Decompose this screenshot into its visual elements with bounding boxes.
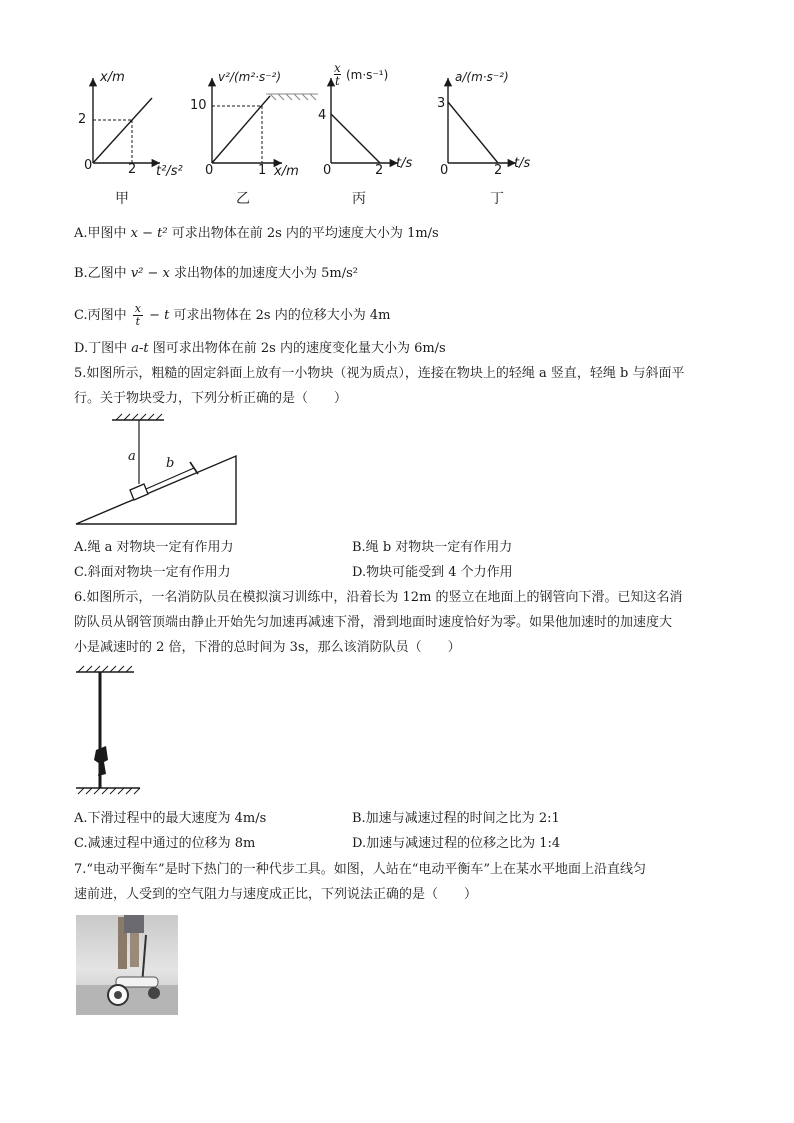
block [130, 484, 148, 500]
graph-yi-name: 乙 [236, 191, 250, 207]
q5-stem-line1: 5.如图所示，粗糙的固定斜面上放有一小物块（视为质点），连接在物块上的轻绳 a 竖直，轻绳 b 与斜面平 [74, 366, 685, 381]
fraction-x-over-t: $\frac{x}{t}$ [134, 302, 141, 328]
graph-yi-line [212, 96, 270, 163]
q5-stem-line2: 行。关于物块受力，下列分析正确的是（ ） [74, 391, 348, 406]
q6-pole-figure [70, 662, 150, 798]
graph-jia-name: 甲 [115, 191, 129, 207]
graph-jia-line [93, 98, 152, 163]
q7-stem-line1: 7.“电动平衡车”是时下热门的一种代步工具。如图，人站在“电动平衡车”上在某水平地面上沿直线匀 [74, 862, 646, 877]
graph-bing-name: 丙 [352, 191, 366, 207]
q4-option-c: C.丙图中 $\frac{x}{t}$ − t 可求出物体在 2s 内的位移大小为 4m [74, 302, 391, 328]
q5-label-a: a [128, 449, 136, 464]
q6-stem-line1: 6.如图所示，一名消防队员在模拟演习训练中，沿着长为 12m 的竖立在地面上的钢管向下滑。已知这名消 [74, 590, 683, 605]
q4-option-d: D.丁图中 a-t 图可求出物体在前 2s 内的速度变化量大小为 6m/s [74, 341, 446, 356]
graph-jia-ylabel: x/m [100, 70, 125, 85]
q6-option-d: D.加速与减速过程的位移之比为 1:4 [352, 836, 561, 851]
q4-option-a: A.甲图中 x − t² 可求出物体在前 2s 内的平均速度大小为 1m/s [74, 226, 439, 241]
q6-option-a: A.下滑过程中的最大速度为 4m/s [74, 811, 267, 826]
q5-option-a: A.绳 a 对物块一定有作用力 [74, 540, 234, 555]
graph-bing-xtick: 2 [375, 163, 384, 178]
graph-ding [448, 78, 516, 163]
q6-option-b: B.加速与减速过程的时间之比为 2:1 [352, 811, 560, 826]
graph-jia-xtick: 2 [128, 162, 137, 177]
graph-yi [212, 78, 318, 163]
graph-yi-ytick: 10 [190, 98, 207, 113]
graph-ding-xlabel: t/s [514, 156, 531, 171]
graph-ding-line [448, 102, 498, 163]
graph-ding-name: 丁 [490, 191, 504, 207]
q5-option-d: D.物块可能受到 4 个力作用 [352, 565, 513, 580]
graph-bing-ytick: 4 [318, 108, 327, 123]
graph-bing-line [331, 114, 380, 163]
q4-option-b: B.乙图中 v² − x 求出物体的加速度大小为 5m/s² [74, 266, 359, 281]
graph-bing-ylabel: x t [334, 61, 341, 88]
graph-jia [93, 78, 160, 163]
q5-label-b: b [166, 456, 175, 471]
rope-b [146, 468, 194, 489]
graph-yi-xlabel: x/m [274, 164, 299, 179]
graph-jia-ytick: 2 [78, 112, 87, 127]
q6-stem-line2: 防队员从钢管顶端由静止开始先匀加速再减速下滑，滑到地面时速度恰好为零。如果他加速时的加速度大 [74, 615, 673, 630]
balance-scooter-photo [76, 915, 178, 1015]
q5-option-b: B.绳 b 对物块一定有作用力 [352, 540, 513, 555]
graph-bing-yunit: (m·s⁻¹) [346, 68, 389, 82]
graph-bing-xlabel: t/s [396, 156, 413, 171]
incline [76, 456, 236, 524]
q7-stem-line2: 速前进，人受到的空气阻力与速度成正比，下列说法正确的是（ ） [74, 887, 478, 902]
graph-yi-origin: 0 [205, 163, 214, 178]
graph-yi-ylabel: v²/(m²·s⁻²) [218, 70, 282, 84]
graph-jia-xlabel: t²/s² [156, 164, 183, 179]
graph-ding-xtick: 2 [494, 163, 503, 178]
q6-stem-line3: 小是减速时的 2 倍，下滑的总时间为 3s，那么该消防队员（ ） [74, 640, 461, 655]
graph-ding-ylabel: a/(m·s⁻²) [455, 70, 509, 84]
q6-option-c: C.减速过程中通过的位移为 8m [74, 836, 256, 851]
graph-yi-xtick: 1 [258, 163, 267, 178]
firefighter [94, 746, 108, 776]
q5-incline-figure [60, 412, 260, 530]
graph-jia-origin: 0 [84, 158, 93, 173]
graph-ding-ytick: 3 [437, 96, 446, 111]
graph-ding-origin: 0 [440, 163, 449, 178]
q5-option-c: C.斜面对物块一定有作用力 [74, 565, 231, 580]
graph-bing [331, 78, 398, 163]
graph-bing-origin: 0 [323, 163, 332, 178]
